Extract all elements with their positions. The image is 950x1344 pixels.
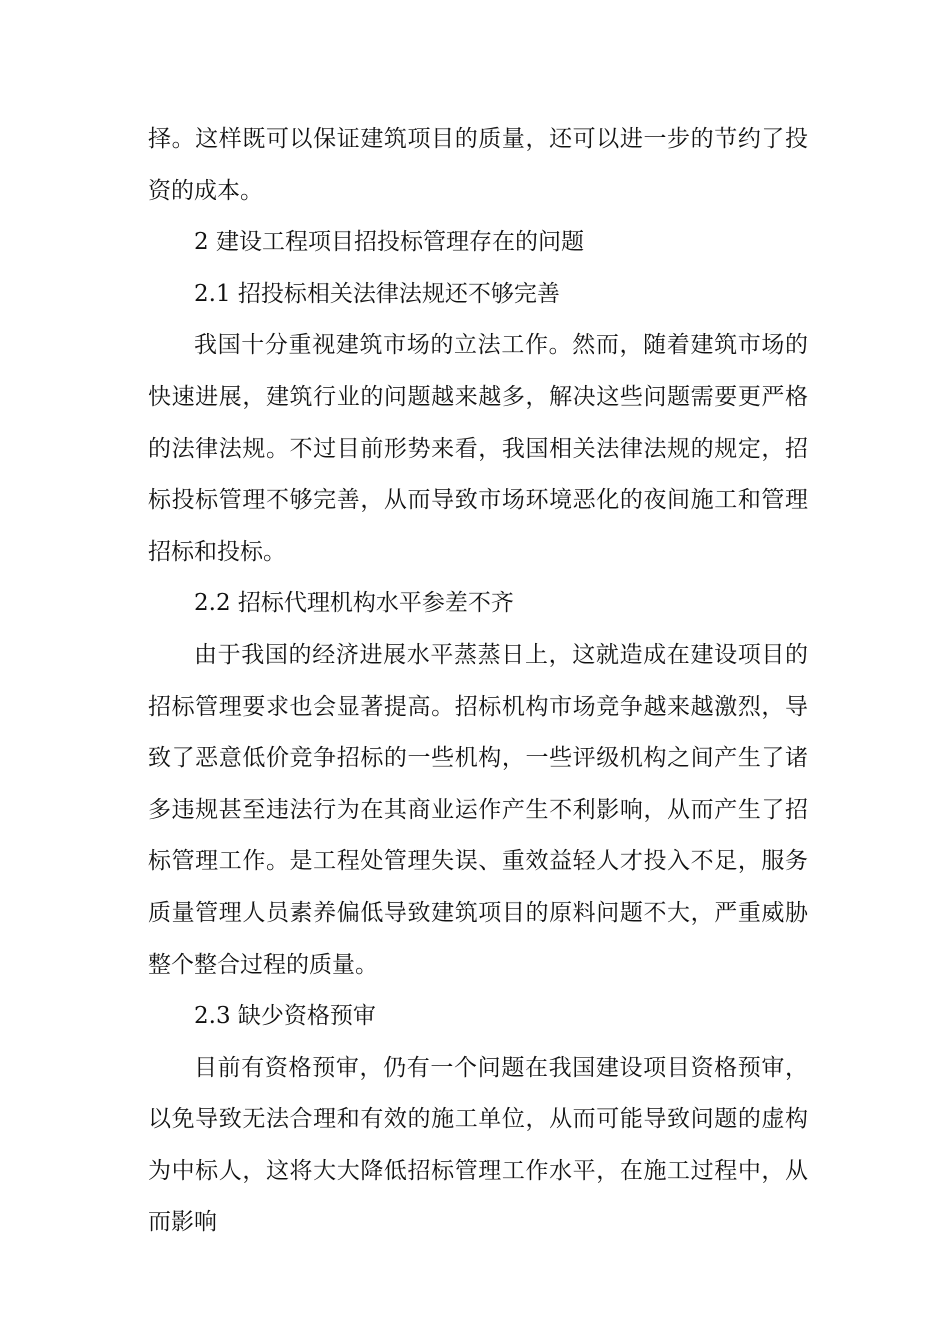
paragraph-2-2-body: 由于我国的经济进展水平蒸蒸日上，这就造成在建设项目的招标管理要求也会显著提高。招标机构市场竞争越来越激烈，导致了恶意低价竞争招标的一些机构，一些评级机构之间产生了诸多违规甚至违法行为在其商业运作产生不利影响，从而产生了招标管理工作。是工程处管理失误、重效益轻人才投入不足，服务质量管理人员素养偏低导致建筑项目的原料问题不大，严重威胁整个整合过程的质量。 bbox=[148, 641, 808, 978]
paragraph-2-1-body: 我国十分重视建筑市场的立法工作。然而，随着建筑市场的快速进展，建筑行业的问题越来越多，解决这些问题需要更严格的法律法规。不过目前形势来看，我国相关法律法规的规定，招标投标管理不够完善，从而导致市场环境恶化的夜间施工和管理招标和投标。 bbox=[148, 332, 808, 565]
paragraph-continuation: 择。这样既可以保证建筑项目的质量，还可以进一步的节约了投资的成本。 bbox=[148, 126, 808, 204]
document-body bbox=[148, 114, 808, 1249]
subsection-heading-2-2: 2.2 招标代理机构水平参差不齐 bbox=[194, 590, 514, 617]
subsection-heading-2-3: 2.3 缺少资格预审 bbox=[194, 1003, 376, 1030]
paragraph-2-3-body: 目前有资格预审，仍有一个问题在我国建设项目资格预审，以免导致无法合理和有效的施工单位，从而可能导致问题的虚构为中标人，这将大大降低招标管理工作水平，在施工过程中，从而影响 bbox=[148, 1054, 808, 1236]
section-heading-2: 2 建设工程项目招投标管理存在的问题 bbox=[194, 229, 584, 256]
subsection-heading-2-1: 2.1 招投标相关法律法规还不够完善 bbox=[194, 280, 560, 307]
